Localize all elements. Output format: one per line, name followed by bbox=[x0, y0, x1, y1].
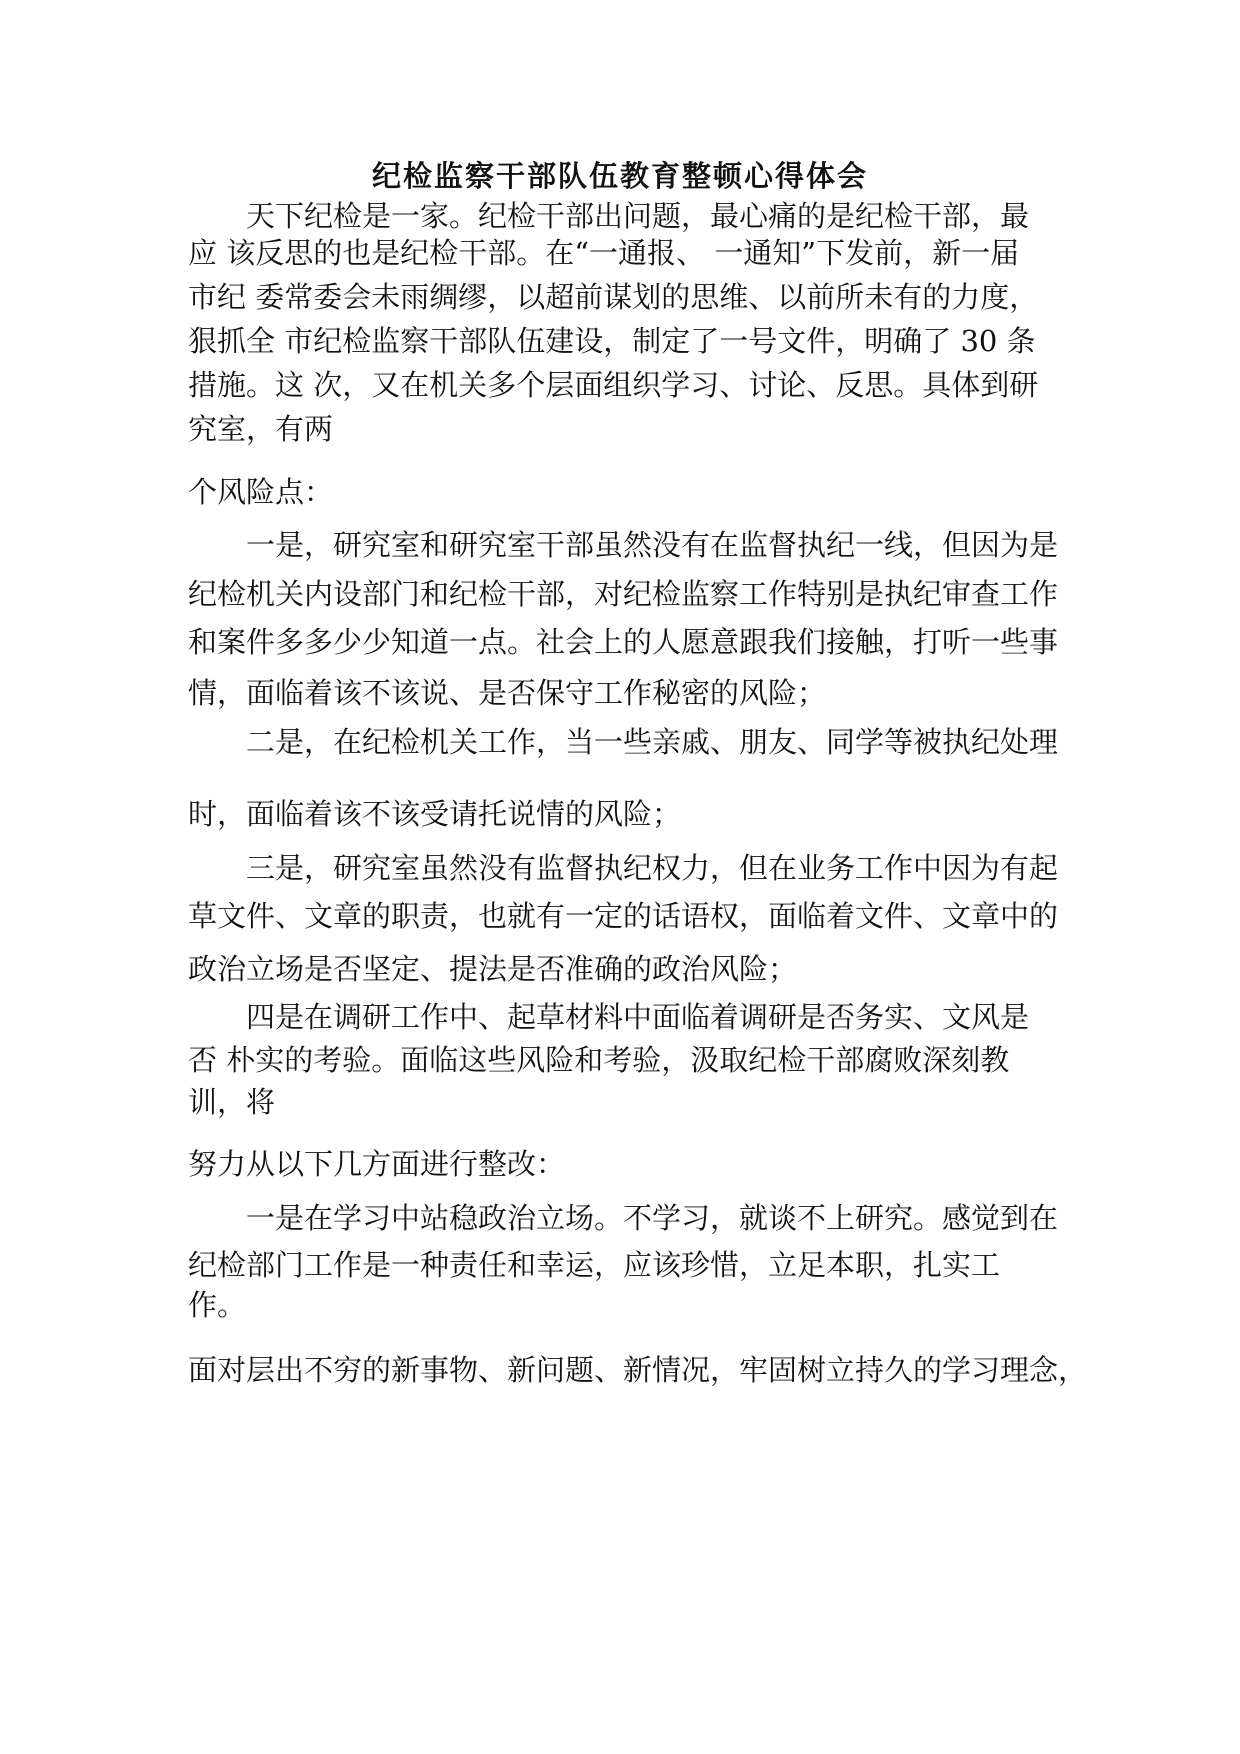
text-line: 应 该反思的也是纪检干部。在“一通报、 一通知”下发前，新一届 bbox=[188, 236, 1020, 270]
text-line: 作。 bbox=[188, 1288, 247, 1322]
text-line: 个风险点： bbox=[188, 475, 334, 509]
text-line: 四是在调研工作中、起草材料中面临着调研是否务实、文风是 bbox=[246, 1000, 1030, 1034]
text-line: 三是，研究室虽然没有监督执纪权力，但在业务工作中因为有起 bbox=[246, 851, 1059, 885]
text-line: 市纪 委常委会未雨绸缪，以超前谋划的思维、以前所未有的力度， bbox=[188, 280, 1039, 314]
text-line: 训，将 bbox=[188, 1085, 276, 1119]
text-line: 二是，在纪检机关工作，当一些亲戚、朋友、同学等被执纪处理 bbox=[246, 725, 1059, 759]
text-line: 时，面临着该不该受请托说情的风险； bbox=[188, 797, 682, 831]
text-line: 草文件、文章的职责，也就有一定的话语权，面临着文件、文章中的 bbox=[188, 899, 1059, 933]
text-line: 否 朴实的考验。面临这些风险和考验，汲取纪检干部腐败深刻教 bbox=[188, 1043, 1010, 1077]
text-line: 究室，有两 bbox=[188, 412, 334, 446]
document-title: 纪检监察干部队伍教育整顿心得体会 bbox=[371, 159, 868, 193]
text-line: 狠抓全 市纪检监察干部队伍建设，制定了一号文件，明确了 30 条 bbox=[188, 324, 1036, 358]
text-line: 面对层出不穷的新事物、新问题、新情况，牢固树立持久的学习理念， bbox=[188, 1353, 1088, 1387]
text-line: 纪检部门工作是一种责任和幸运，应该珍惜，立足本职，扎实工 bbox=[188, 1248, 1001, 1282]
text-line: 天下纪检是一家。纪检干部出问题，最心痛的是纪检干部，最 bbox=[246, 199, 1030, 233]
text-line: 一是，研究室和研究室干部虽然没有在监督执纪一线，但因为是 bbox=[246, 528, 1059, 562]
text-line: 努力从以下几方面进行整改： bbox=[188, 1147, 566, 1181]
text-line: 政治立场是否坚定、提法是否准确的政治风险； bbox=[188, 952, 798, 986]
text-line: 一是在学习中站稳政治立场。不学习，就谈不上研究。感觉到在 bbox=[246, 1201, 1059, 1235]
text-line: 措施。这 次，又在机关多个层面组织学习、讨论、反思。具体到研 bbox=[188, 368, 1039, 402]
text-line: 纪检机关内设部门和纪检干部，对纪检监察工作特别是执纪审查工作 bbox=[188, 577, 1059, 611]
text-line: 和案件多多少少知道一点。社会上的人愿意跟我们接触，打听一些事 bbox=[188, 625, 1059, 659]
text-line: 情，面临着该不该说、是否保守工作秘密的风险； bbox=[188, 676, 827, 710]
